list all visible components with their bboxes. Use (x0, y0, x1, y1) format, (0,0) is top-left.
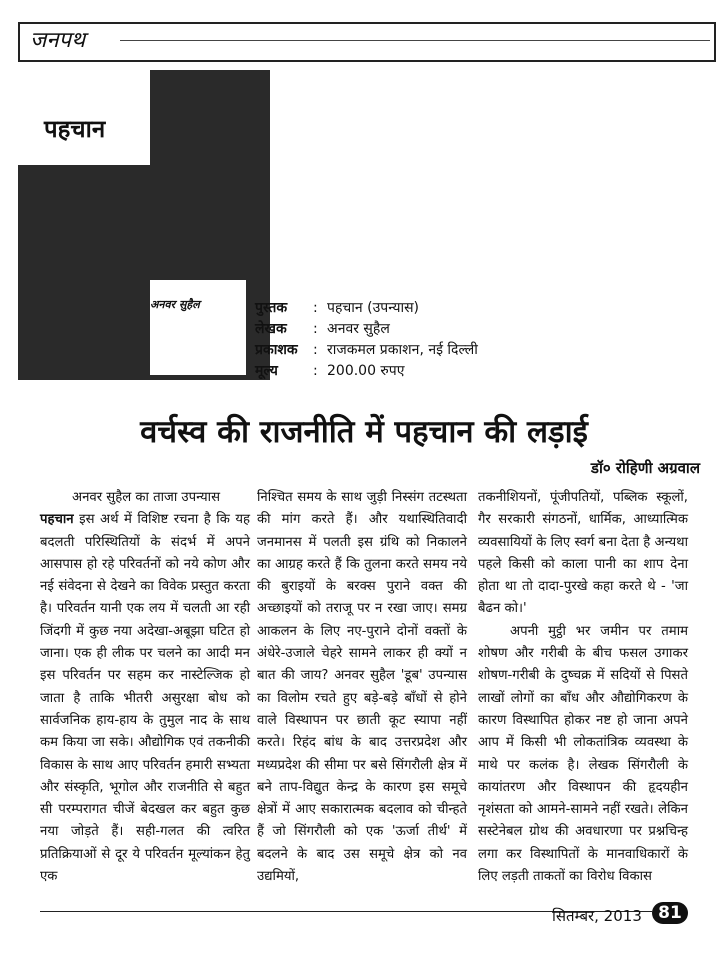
paragraph: अपनी मुट्ठी भर जमीन पर तमाम शोषण और गरीबी के बीच फसल उगाकर शोषण-गरीबी के दुष्चक्र में सदियों से पिसते लाखों लोगों का बाँध और औद्योगिकरण के कारण विस्थापित होकर नष्ट हो जाना अपने आप में किसी भी लोकतांत्रिक व्यवस्था के माथे पर कलंक है। लेखक सिंगरौली के कायांतरण और विस्थापन की हृदयहीन नृशंसता को आमने-सामने नहीं रखते। लेकिन सस्टेनेबल ग्रोथ की अवधारणा पर प्रश्नचिन्ह लगा कर विस्थापितों के मानवाधिकारों के लिए लड़ती ताकतों का विरोध विकास (478, 623, 688, 885)
book-detail-label: मूल्य (255, 363, 278, 379)
header-rule (120, 40, 710, 41)
book-cover-title: पहचान (44, 115, 106, 143)
book-detail-value: राजकमल प्रकाशन, नई दिल्ली (327, 342, 478, 358)
paragraph: निश्चित समय के साथ जुड़ी निस्संग तटस्थता की मांग करते हैं। और यथास्थितिवादी जनमानस में पलती इस ग्रंथि को निकालने का आग्रह करते हैं कि तुलना करते समय नये की बुराइयों के बरक्स पुराने वक्त की अच्छाइयों को तराजू पर न रखा जाए। समग्र आकलन के लिए नए-पुराने दोनों वक्तों के अंधेरे-उजाले चेहरे सामने लाकर ही क्यों न बात की जाय? अनवर सुहैल 'डूब' उपन्यास का विलोम रचते हुए बड़े-बड़े बाँधों से होने वाले विस्थापन पर छाती कूट स्यापा नहीं करते। रिहंद बांध के बाद उत्तरप्रदेश और मध्यप्रदेश की सीमा पर बसे सिंगरौली क्षेत्र में बने ताप-विद्युत केन्द्र के कारण इस समूचे क्षेत्रों में आए सकारात्मक बदलाव को चीन्हते हैं जो सिंगरौली को एक 'ऊर्जा तीर्थ' में बदलने के बाद उस समूचे क्षेत्र को नव उद्यमियों, (257, 490, 467, 885)
book-detail-row: लेखक : अनवर सुहैल (255, 319, 478, 340)
book-detail-label: प्रकाशक (255, 342, 298, 358)
book-detail-label: लेखक (255, 321, 287, 337)
book-details (255, 298, 478, 382)
section-title: जनपथ (30, 28, 86, 53)
book-detail-row: पुस्तक : पहचान (उपन्यास) (255, 298, 478, 319)
book-detail-row: मूल्य : 200.00 रुपए (255, 361, 478, 382)
article-column-1 (40, 487, 250, 888)
book-cover-author-panel (150, 280, 246, 375)
book-title-inline: पहचान (40, 512, 74, 528)
book-detail-value: अनवर सुहैल (327, 321, 390, 337)
article-column-3 (478, 487, 688, 888)
article-byline: डॉ० रोहिणी अग्रवाल (590, 459, 700, 477)
book-cover-author: अनवर सुहैल (150, 298, 200, 311)
paragraph: तकनीशियनों, पूंजीपतियों, पब्लिक स्कूलों, गैर सरकारी संगठनों, धार्मिक, आध्यात्मिक व्यवसायियों के लिए स्वर्ग बना देता है अन्यथा पहले किसी को काला पानी का शाप देना होता था तो दादा-पुरखे कहा करते थे - 'जा बैढन को।' (478, 490, 688, 617)
article-column-2 (257, 487, 467, 888)
issue-date: सितम्बर, 2013 (552, 907, 642, 925)
article-headline: वर्चस्व की राजनीति में पहचान की लड़ाई (140, 414, 588, 450)
book-detail-label: पुस्तक (255, 300, 288, 316)
paragraph: अनवर सुहैल का ताजा उपन्यास पहचान इस अर्थ में विशिष्ट रचना है कि यह बदलती परिस्थितियों के संदर्भ में अपने आसपास हो रहे परिवर्तनों को नये कोण और नई संवेदना से देखने का विवेक प्रस्तुत करता है। परिवर्तन यानी एक लय में चलती आ रही जिंदगी में कुछ नया अदेखा-अबूझा घटित हो जाना। एक ही लीक पर चलने का आदी मन इस परिवर्तन पर सहम कर नास्टेल्जिक हो जाता है ताकि भीतरी असुरक्षा बोध को सार्वजनिक हाय-हाय के तुमुल नाद के साथ कम किया जा सके। औद्योगिक एवं तकनीकी विकास के साथ आए परिवर्तन हमारी सभ्यता और संस्कृति, भूगोल और राजनीति से बहुत सी परम्परागत चीजें बेदखल कर बहुत कुछ नया जोड़ते हैं। सही-गलत की त्वरित प्रतिक्रियाओं से दूर ये परिवर्तन मूल्यांकन हेतु एक (40, 490, 250, 885)
book-detail-value: पहचान (उपन्यास) (327, 300, 420, 316)
book-detail-row: प्रकाशक : राजकमल प्रकाशन, नई दिल्ली (255, 340, 478, 361)
section-header-frame (18, 22, 716, 62)
page-number: 81 (652, 902, 688, 924)
book-detail-value: 200.00 रुपए (327, 363, 405, 379)
